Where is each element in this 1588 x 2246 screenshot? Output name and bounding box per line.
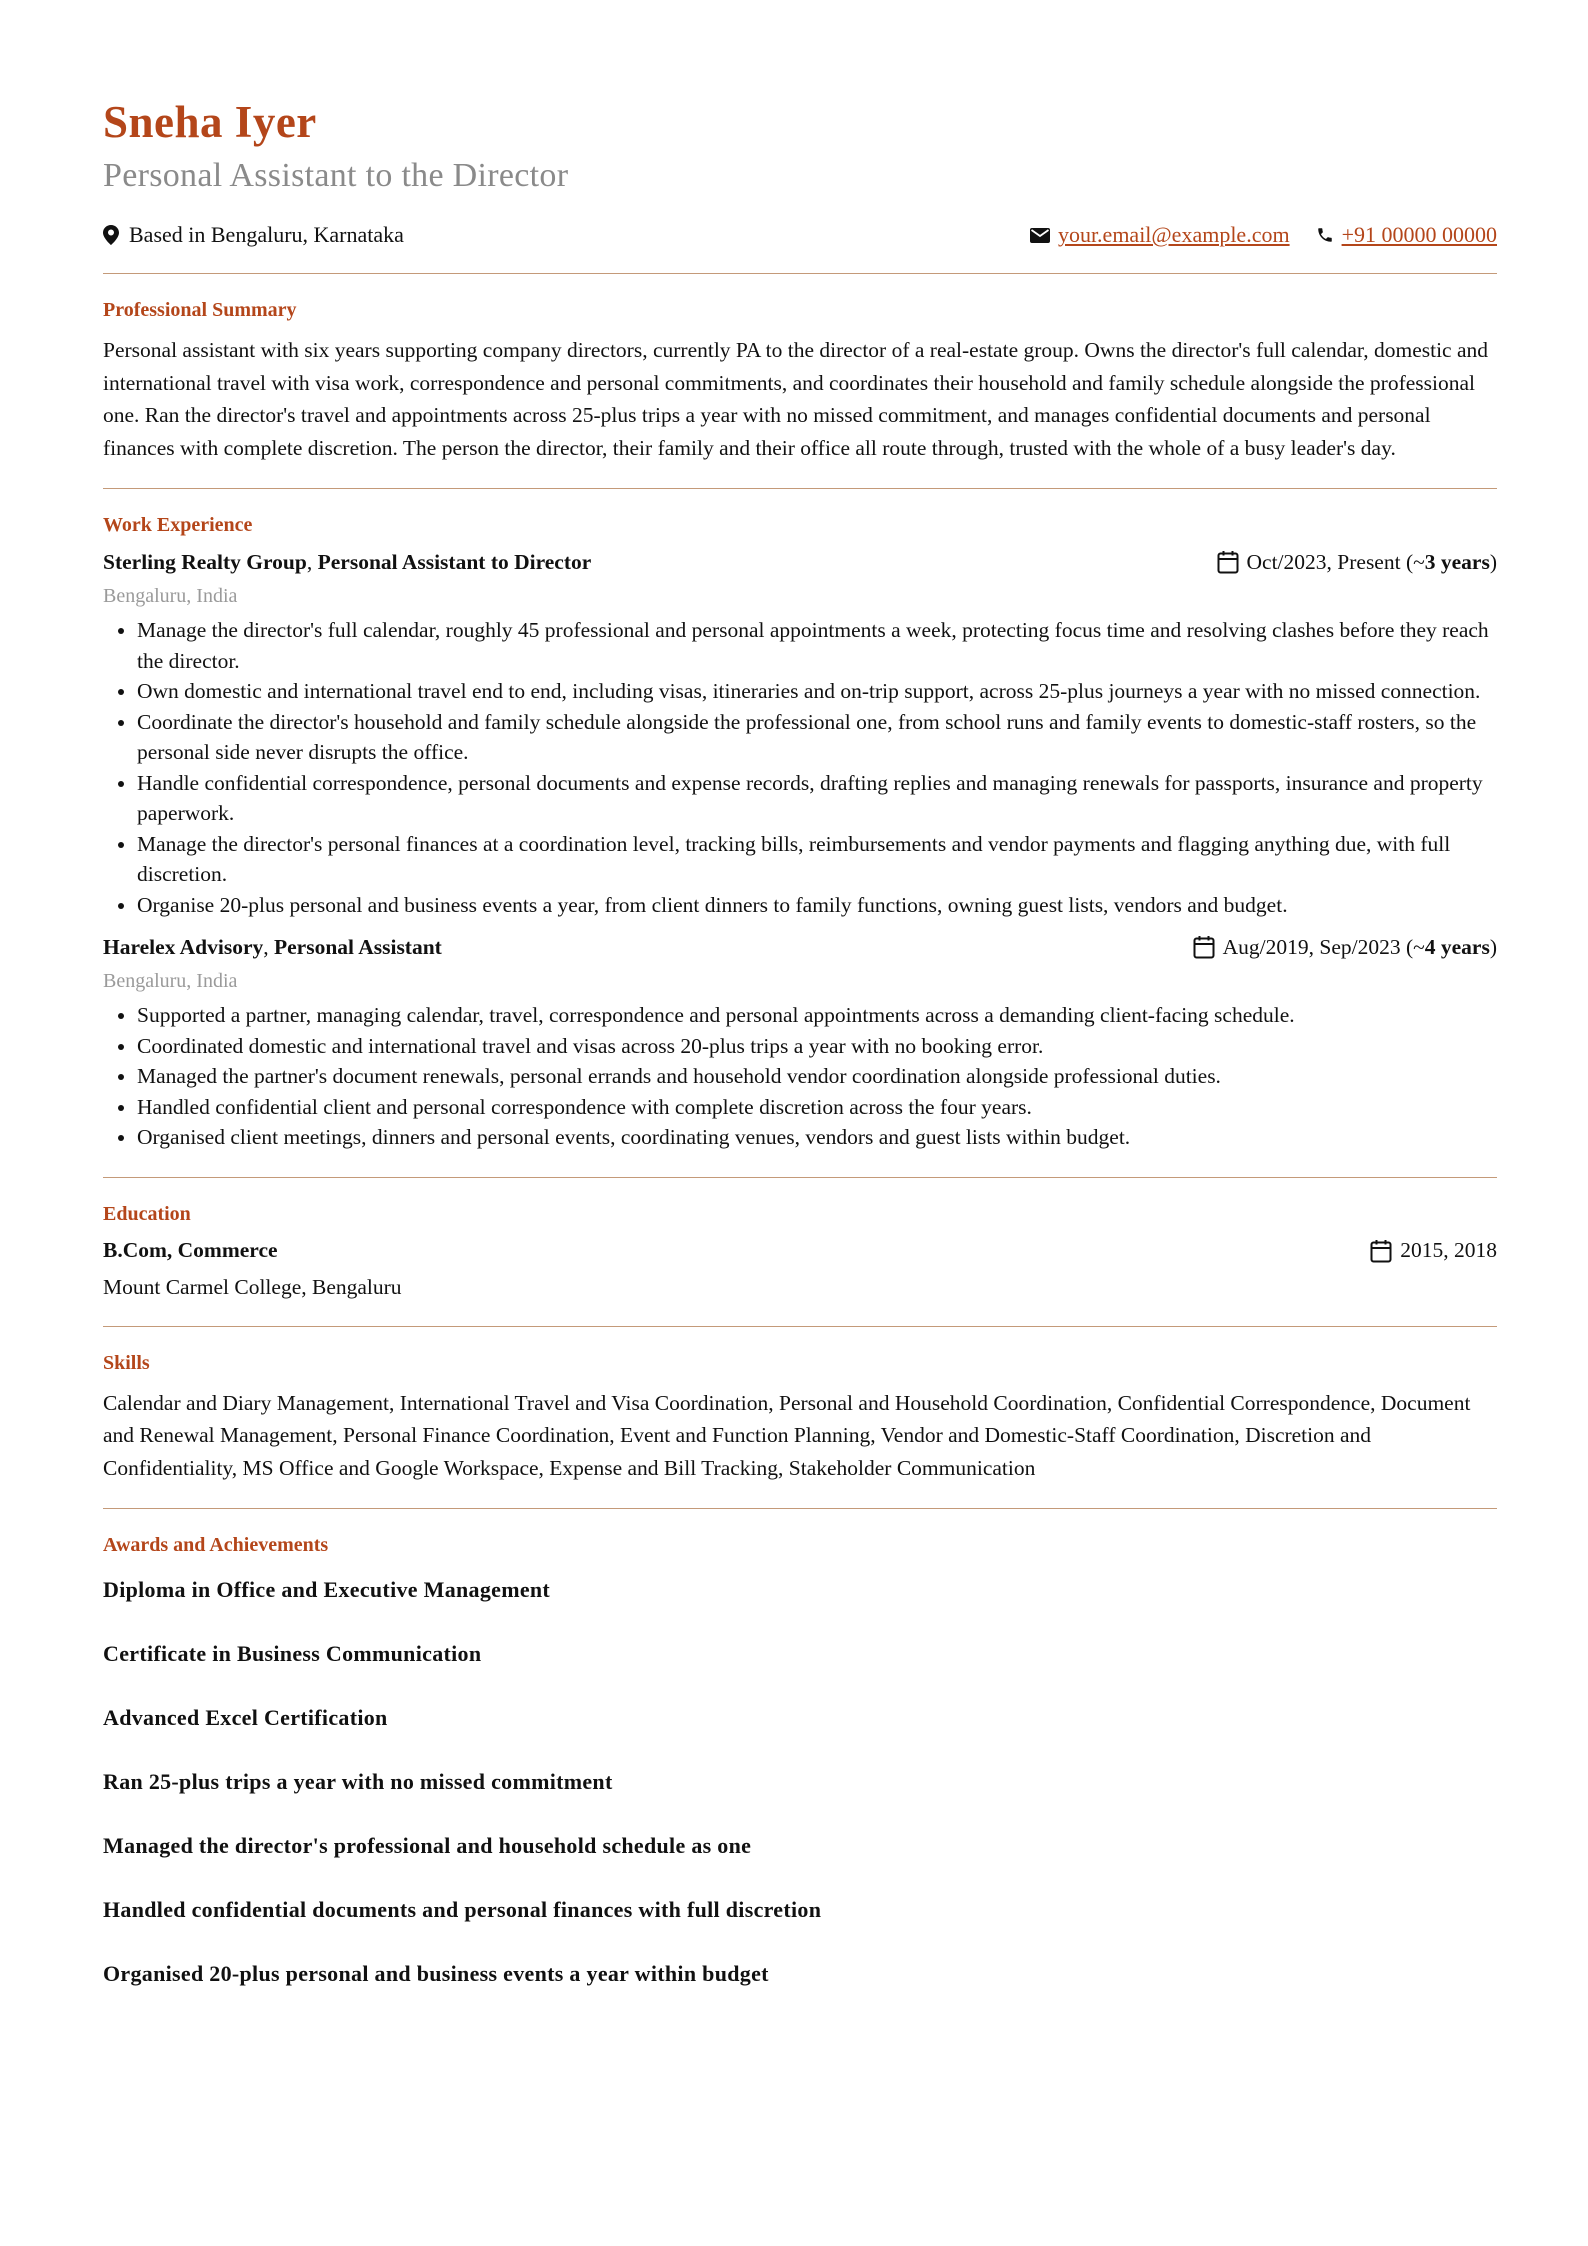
award-item: Organised 20-plus personal and business events a year within budget bbox=[103, 1961, 769, 1986]
skills-text: Calendar and Diary Management, International Travel and Visa Coordination, Personal and Household Coordination, Confidential Correspondence, Document and Renewal Management, Personal Finance Coordination, Event and Function Planning, Vendor and Domestic-Staff Coordination, Discretion and Confidentiality, MS Office and Google Workspace, Expense and Bill Tracking, Stakeholder Communication bbox=[103, 1390, 1471, 1480]
list-item: • Managed the partner's document renewals, personal errands and household vendor coordination alongside professional duties. bbox=[137, 1061, 1497, 1092]
job-title: Sterling Realty Group, Personal Assistant to Director bbox=[103, 549, 592, 574]
summary-text: Personal assistant with six years supporting company directors, currently PA to the director of a real-estate group. Owns the director's full calendar, domestic and international travel with visa work, correspondence and personal commitments, and coordinates their household and family schedule alongside the professional one. Ran the director's travel and appointments across 25-plus trips a year with no missed commitment, and manages confidential documents and personal finances with complete discretion. The person the director, their family and their office all route through, trusted with the whole of a busy leader's day. bbox=[103, 338, 1489, 460]
candidate-title: Personal Assistant to the Director bbox=[103, 157, 569, 194]
award-item: Advanced Excel Certification bbox=[103, 1705, 388, 1730]
education-date-range: 2015, 2018 bbox=[1400, 1238, 1497, 1262]
map-pin-icon bbox=[103, 225, 119, 245]
skills-heading: Skills bbox=[103, 1351, 150, 1374]
duration: 4 years bbox=[1424, 934, 1490, 959]
awards-heading: Awards and Achievements bbox=[103, 1534, 329, 1556]
job-bullets bbox=[103, 1000, 1497, 1153]
list-item: • Organise 20-plus personal and business events a year, from client dinners to family functions, owning guest lists, vendors and budget. bbox=[137, 890, 1497, 921]
summary-heading: Professional Summary bbox=[103, 299, 297, 321]
award-item: Diploma in Office and Executive Management bbox=[103, 1577, 551, 1602]
duration: 3 years bbox=[1424, 549, 1490, 574]
award-item: Managed the director's professional and household schedule as one bbox=[103, 1833, 752, 1858]
job-location: Bengaluru, India bbox=[103, 970, 238, 992]
job-entry bbox=[103, 932, 1497, 1153]
list-item: • Handle confidential correspondence, personal documents and expense records, drafting replies and managing renewals for passports, insurance and property paperwork. bbox=[137, 768, 1497, 829]
list-item: • Supported a partner, managing calendar, travel, correspondence and personal appointments across a demanding client-facing schedule. bbox=[137, 1000, 1497, 1031]
job-location: Bengaluru, India bbox=[103, 585, 238, 607]
section-divider bbox=[103, 273, 1497, 274]
degree: B.Com, Commerce bbox=[103, 1238, 278, 1262]
award-item: Certificate in Business Communication bbox=[103, 1641, 482, 1666]
calendar-icon bbox=[1193, 935, 1215, 959]
list-item: • Coordinated domestic and international travel and visas across 20-plus trips a year with no booking error. bbox=[137, 1031, 1497, 1062]
candidate-name: Sneha Iyer bbox=[103, 97, 317, 147]
education-dates bbox=[1370, 1238, 1497, 1263]
job-entry bbox=[103, 547, 1497, 920]
education-heading: Education bbox=[103, 1202, 191, 1225]
job-dates bbox=[1193, 935, 1497, 960]
phone-icon bbox=[1316, 226, 1334, 244]
job-bullets bbox=[103, 615, 1497, 920]
contact-row bbox=[103, 221, 1497, 249]
school-name: Mount Carmel College, Bengaluru bbox=[103, 1274, 402, 1299]
date-range: Oct/2023, Present (~ bbox=[1246, 549, 1425, 574]
award-item: Ran 25-plus trips a year with no missed commitment bbox=[103, 1769, 613, 1794]
experience-heading: Work Experience bbox=[103, 514, 253, 536]
section-divider bbox=[103, 488, 1497, 489]
job-role: Personal Assistant bbox=[274, 934, 442, 959]
email-link[interactable]: your.email@example.com bbox=[1057, 222, 1290, 247]
section-divider bbox=[103, 1326, 1497, 1327]
calendar-icon bbox=[1217, 550, 1239, 574]
list-item: • Organised client meetings, dinners and personal events, coordinating venues, vendors and guest lists within budget. bbox=[137, 1122, 1497, 1153]
section-divider bbox=[103, 1508, 1497, 1509]
contact-links bbox=[1030, 222, 1497, 248]
job-dates bbox=[1217, 550, 1497, 575]
phone-link[interactable]: +91 00000 00000 bbox=[1341, 222, 1497, 247]
job-role: Personal Assistant to Director bbox=[317, 549, 592, 574]
envelope-icon bbox=[1030, 228, 1050, 243]
job-header bbox=[103, 932, 1497, 962]
list-item: • Manage the director's full calendar, roughly 45 professional and personal appointments a week, protecting focus time and resolving clashes before they reach the director. bbox=[137, 615, 1497, 676]
job-header bbox=[103, 547, 1497, 577]
date-close: ) bbox=[1489, 934, 1497, 959]
education-header bbox=[103, 1236, 1497, 1266]
date-range: Aug/2019, Sep/2023 (~ bbox=[1222, 934, 1425, 959]
job-title: Harelex Advisory, Personal Assistant bbox=[103, 934, 442, 959]
award-item: Handled confidential documents and personal finances with full discretion bbox=[103, 1897, 822, 1922]
list-item: • Handled confidential client and personal correspondence with complete discretion across the four years. bbox=[137, 1092, 1497, 1123]
section-divider bbox=[103, 1177, 1497, 1178]
list-item: • Manage the director's personal finances at a coordination level, tracking bills, reimbursements and vendor payments and flagging anything due, with full discretion. bbox=[137, 829, 1497, 890]
location-text: Based in Bengaluru, Karnataka bbox=[129, 222, 404, 247]
company-name: Sterling Realty Group bbox=[103, 549, 307, 574]
list-item: • Own domestic and international travel end to end, including visas, itineraries and on-trip support, across 25-plus journeys a year with no missed connection. bbox=[137, 676, 1497, 707]
company-name: Harelex Advisory bbox=[103, 934, 264, 959]
date-close: ) bbox=[1489, 549, 1497, 574]
calendar-icon bbox=[1370, 1239, 1392, 1263]
location-block bbox=[103, 222, 404, 248]
list-item: • Coordinate the director's household and family schedule alongside the professional one, from school runs and family events to domestic-staff rosters, so the personal side never disrupts the office. bbox=[137, 707, 1497, 768]
